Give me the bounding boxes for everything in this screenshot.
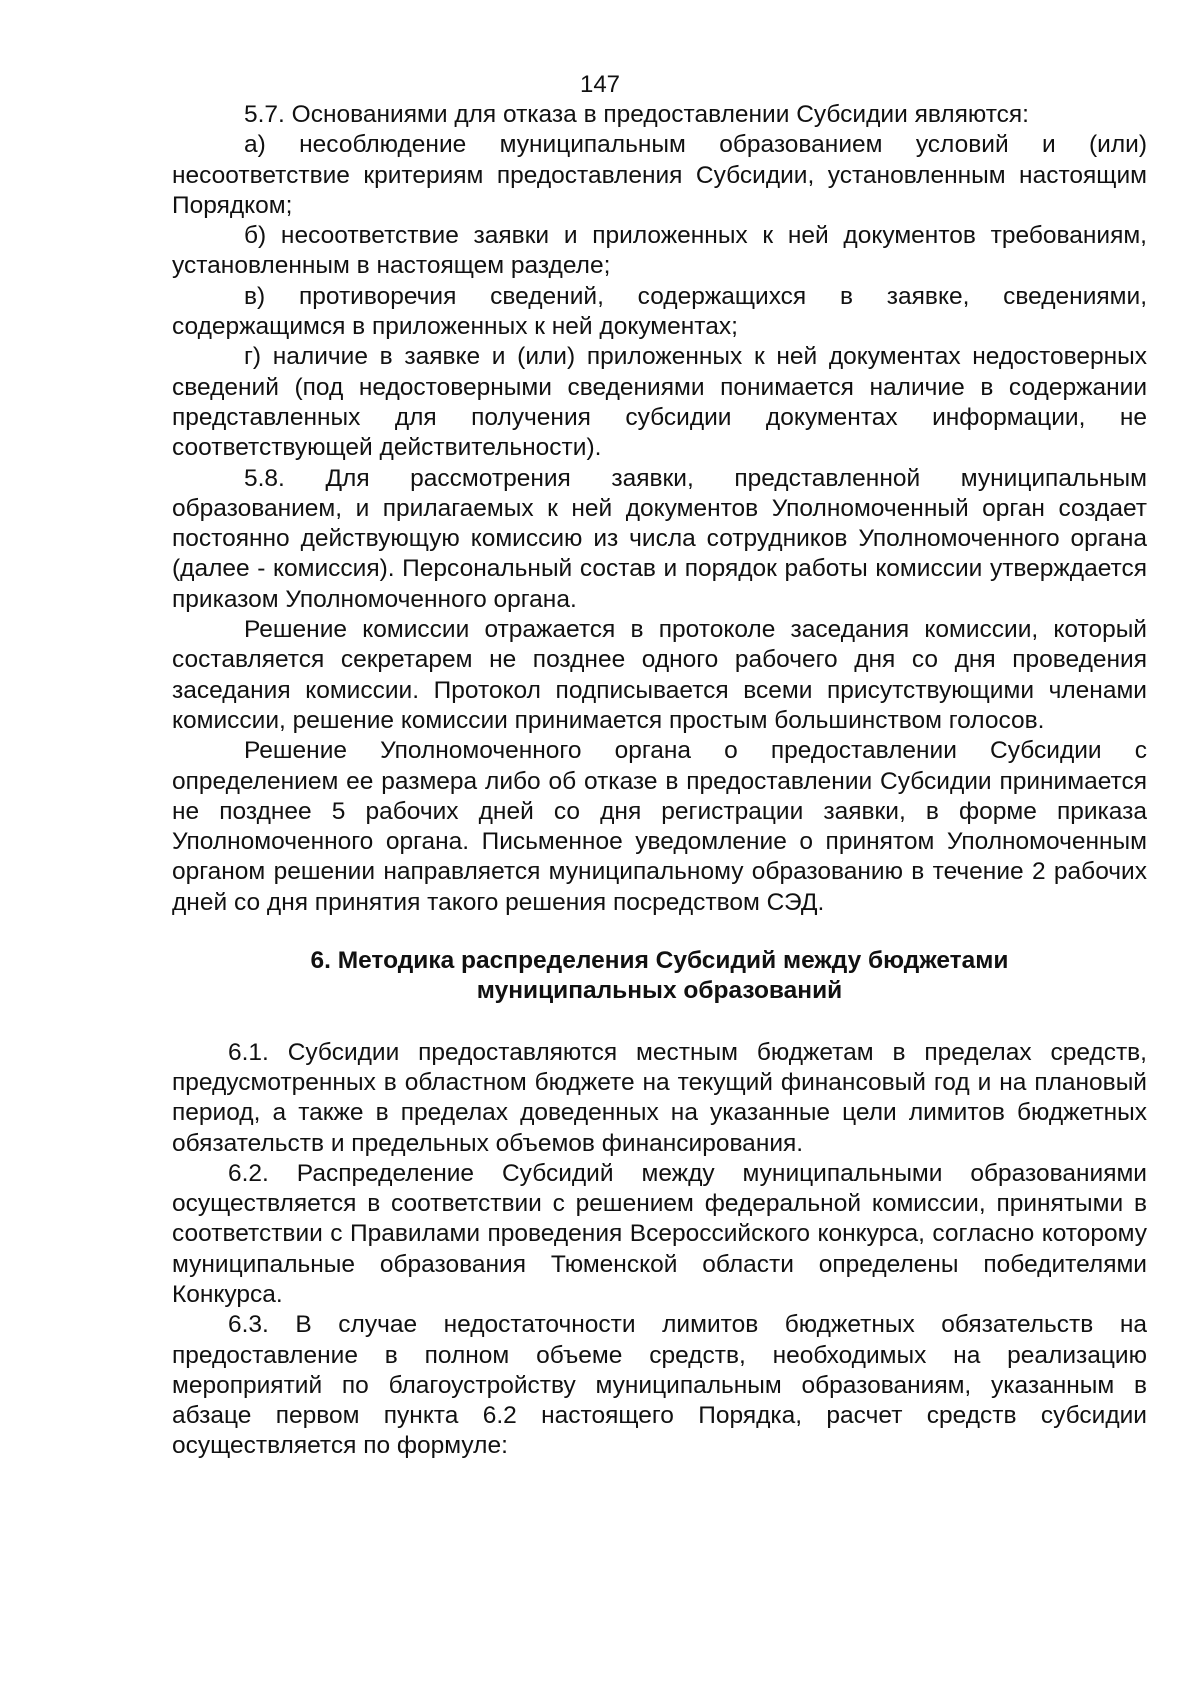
paragraph-commission-decision: Решение комиссии отражается в протоколе заседания комиссии, который составляется секретарем не позднее одного рабочего дня со дня проведения заседания комиссии. Протокол подписывается всеми присутствующими членами комиссии, решение комиссии принимается простым большинством голосов. bbox=[172, 616, 1147, 734]
paragraph-5-8: 5.8. Для рассмотрения заявки, представленной муниципальным образованием, и прилагаемых к ней документов Уполномоченный орган создает постоянно действующую комиссию из числа сотрудников Уполномоченного органа (далее - комиссия). Персональный состав и порядок работы комиссии утверждается приказом Уполномоченного органа. bbox=[172, 464, 1147, 613]
paragraph-6-3: 6.3. В случае недостаточности лимитов бюджетных обязательств на предоставление в полном объеме средств, необходимых на реализацию мероприятий по благоустройству муниципальным образованиям, указанным в абзаце первом пункта 6.2 настоящего Порядка, расчет средств субсидии осуществляется по формуле: bbox=[172, 1311, 1147, 1460]
paragraph-6-2: 6.2. Распределение Субсидий между муниципальными образованиями осуществляется в соответствии с решением федеральной комиссии, принятыми в соответствии с Правилами проведения Всероссийского конкурса, согласно которому муниципальные образования Тюменской области определены победителями Конкурса. bbox=[172, 1159, 1147, 1308]
paragraph-5-7: 5.7. Основаниями для отказа в предоставлении Субсидии являются: bbox=[244, 101, 1029, 128]
paragraph-5-7-a: а) несоблюдение муниципальным образованием условий и (или) несоответствие критериям предоставления Субсидии, установленным настоящим Порядком; bbox=[172, 131, 1147, 219]
paragraph-5-7-v: в) противоречия сведений, содержащихся в заявке, сведениями, содержащимся в приложенных к ней документах; bbox=[172, 282, 1147, 341]
paragraph-6-1: 6.1. Субсидии предоставляются местным бюджетам в пределах средств, предусмотренных в областном бюджете на текущий финансовый год и на плановый период, а также в пределах доведенных на указанные цели лимитов бюджетных обязательств и предельных объемов финансирования. bbox=[172, 1038, 1147, 1157]
paragraph-5-7-g: г) наличие в заявке и (или) приложенных к ней документах недостоверных сведений (под недостоверными сведениями понимается наличие в содержании представленных для получения субсидии документах информации, не соответствующей действительности). bbox=[172, 343, 1147, 462]
page-number: 147 bbox=[579, 71, 621, 98]
section-heading: 6. Методика распределения Субсидий между бюджетами муниципальных образований bbox=[310, 947, 1009, 1005]
paragraph-5-7-b: б) несоответствие заявки и приложенных к ней документов требованиям, установленным в настоящем разделе; bbox=[172, 222, 1147, 280]
document-body bbox=[172, 100, 1147, 1462]
paragraph-authority-decision: Решение Уполномоченного органа о предоставлении Субсидии с определением ее размера либо об отказе в предоставлении Субсидии принимается не позднее 5 рабочих дней со дня регистрации заявки, в форме приказа Уполномоченного органа. Письменное уведомление о принятом Уполномоченным органом решении направляется муниципальному образованию в течение 2 рабочих дней со дня принятия такого решения посредством СЭД. bbox=[172, 737, 1147, 916]
